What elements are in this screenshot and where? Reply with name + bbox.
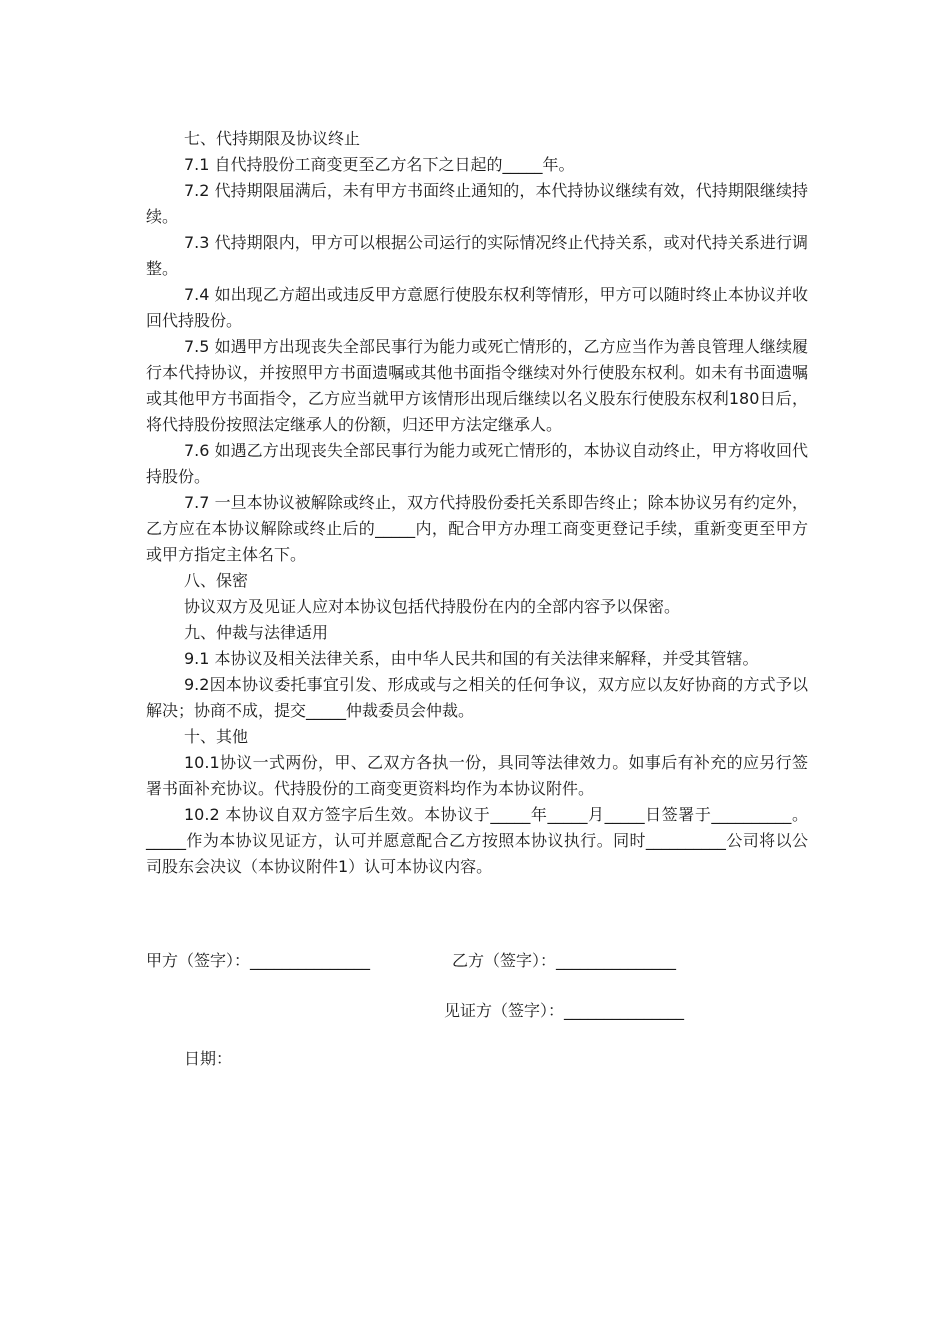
section-heading: 八、保密 <box>184 571 249 590</box>
section-heading: 十、其他 <box>184 727 249 746</box>
clause-paragraph: 10.2 本协议自双方签字后生效。本协议于_____年_____月_____日签署于__________。_____作为本协议见证方，认可并愿意配合乙方按照本协议执行。同时__________公司将以公司股东会决议（本协议附件1）认可本协议内容。 <box>146 805 808 876</box>
document-body <box>146 126 808 880</box>
clause-paragraph: 7.2 代持期限届满后，未有甲方书面终止通知的，本代持协议继续有效，代持期限继续持续。 <box>146 181 808 226</box>
clause-paragraph: 9.2因本协议委托事宜引发、形成或与之相关的任何争议，双方应以友好协商的方式予以解决；协商不成，提交_____仲裁委员会仲裁。 <box>146 675 808 720</box>
clause-paragraph: 10.1协议一式两份，甲、乙双方各执一份，具同等法律效力。如事后有补充的应另行签署书面补充协议。代持股份的工商变更资料均作为本协议附件。 <box>146 753 808 798</box>
section-heading: 七、代持期限及协议终止 <box>184 129 361 148</box>
clause-paragraph: 7.5 如遇甲方出现丧失全部民事行为能力或死亡情形的，乙方应当作为善良管理人继续履行本代持协议，并按照甲方书面遗嘱或其他书面指令继续对外行使股东权利。如未有书面遗嘱或其他甲方书面指令，乙方应当就甲方该情形出现后继续以名义股东行使股东权利180日后，将代持股份按照法定继承人的份额，归还甲方法定继承人。 <box>146 337 808 434</box>
clause-paragraph: 7.1 自代持股份工商变更至乙方名下之日起的_____年。 <box>184 155 575 174</box>
clause-paragraph: 7.3 代持期限内，甲方可以根据公司运行的实际情况终止代持关系，或对代持关系进行调整。 <box>146 233 808 278</box>
clause-paragraph: 7.4 如出现乙方超出或违反甲方意愿行使股东权利等情形，甲方可以随时终止本协议并收回代持股份。 <box>146 285 808 330</box>
section-heading: 九、仲裁与法律适用 <box>184 623 329 642</box>
clause-paragraph: 9.1 本协议及相关法律关系，由中华人民共和国的有关法律来解释，并受其管辖。 <box>184 649 759 668</box>
clause-paragraph: 7.7 一旦本协议被解除或终止，双方代持股份委托关系即告终止；除本协议另有约定外，乙方应在本协议解除或终止后的_____内，配合甲方办理工商变更登记手续，重新变更至甲方或甲方指定主体名下。 <box>146 493 808 564</box>
party-a-signature: 甲方（签字）：_______________ <box>146 951 371 970</box>
party-b-signature: 乙方（签字）：_______________ <box>452 951 677 970</box>
clause-paragraph: 7.6 如遇乙方出现丧失全部民事行为能力或死亡情形的，本协议自动终止，甲方将收回代持股份。 <box>146 441 808 486</box>
witness-signature: 见证方（签字）：_______________ <box>444 1001 685 1020</box>
clause-paragraph: 协议双方及见证人应对本协议包括代持股份在内的全部内容予以保密。 <box>184 597 681 616</box>
date-label: 日期： <box>184 1049 233 1068</box>
